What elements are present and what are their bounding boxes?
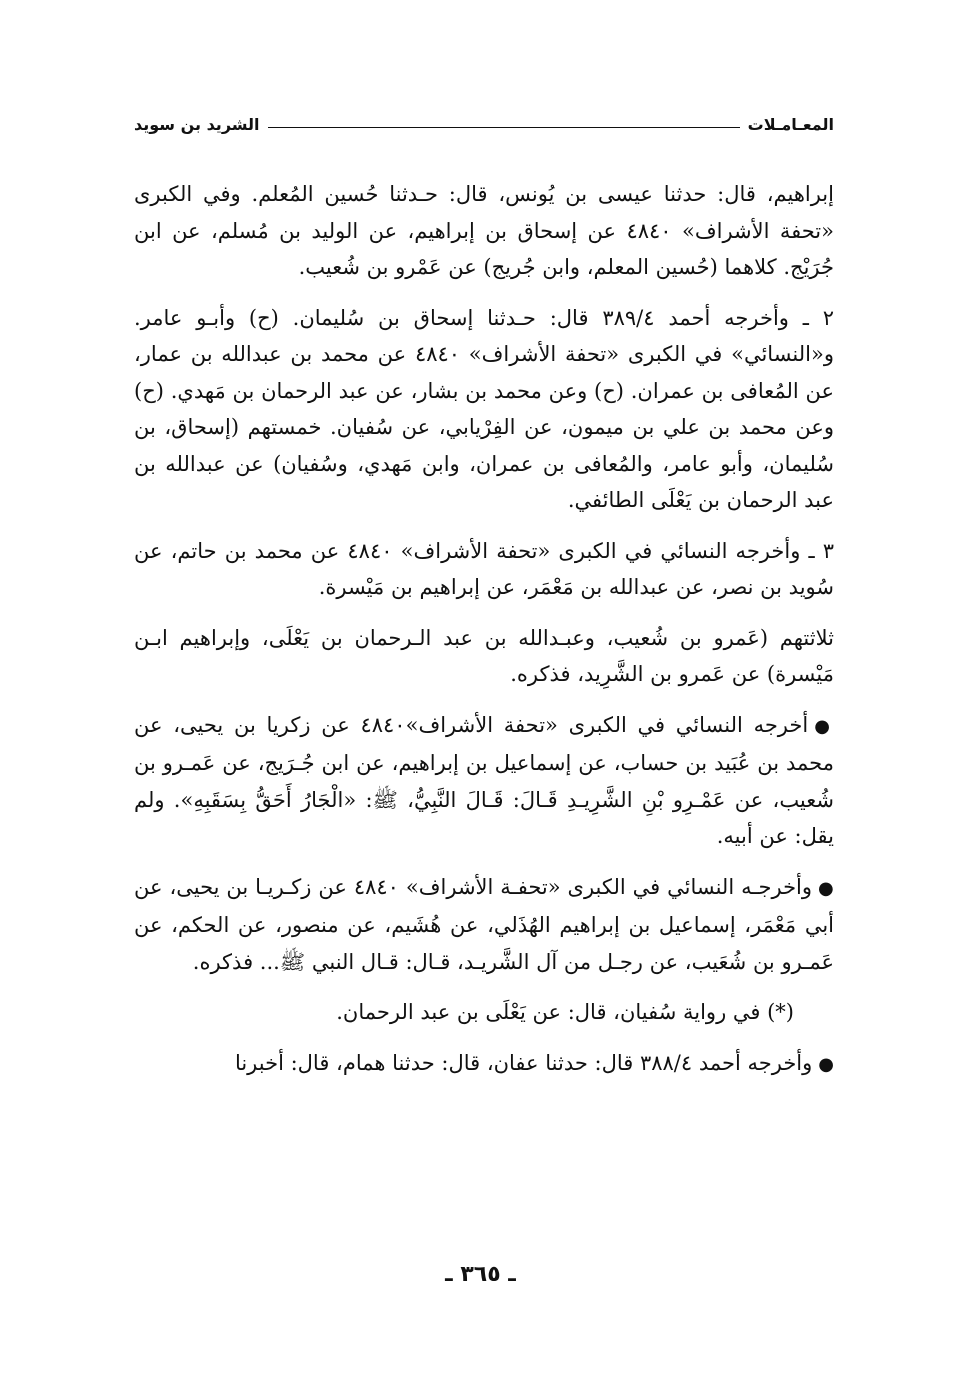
header-rule xyxy=(268,127,740,128)
bullet-icon: ● xyxy=(814,715,834,737)
bullet-icon: ● xyxy=(818,1053,834,1075)
paragraph-5-text: أخرجه النسائي في الكبرى «تحفة الأشراف»٤٨٤٠ عن زكريا بن يحيى، عن محمد بن عُبَيد بن حساب، عن إسماعيل بن إبراهيم، عن ابن جُـرَيج، عن عَمـرو بن شُعيب، عن عَمْـرِو بْنِ الشَّرِيـدِ قَـالَ: قَـالَ النَّبِيُّ، ﷺ: «الْجَارُ أَحَقُّ بِسَقَبِهِ». ولم يقل: عن أبيه. xyxy=(134,712,834,848)
paragraph-8-text: وأخرجه أحمد ٣٨٨/٤ قال: حدثنا عفان، قال: حدثنا همام، قال: أخبرنا xyxy=(234,1050,813,1075)
paragraph-6 xyxy=(134,869,834,981)
paragraph-5 xyxy=(134,707,834,855)
page-number: ـ ٣٦٥ ـ xyxy=(445,1262,516,1287)
paragraph-2: ٢ ـ وأخرجه أحمد ٣٨٩/٤ قال: حـدثنا إسحاق بن سُليمان. (ح) وأبـو عامر. و«النسائي» في الكبرى «تحفة الأشراف» ٤٨٤٠ عن محمد بن عبدالله بن عمار، عن المُعافى بن عمران. (ح) وعن محمد بن بشار، عن عبد الرحمان بن مَهدي. (ح) وعن محمد بن علي بن ميمون، عن الفِرْيابي، عن سُفيان. خمستهم (إسحاق، بن سُليمان، وأبو عامر، والمُعافى بن عمران، وابن مَهدي، وسُفيان) عن عبدالله بن عبد الرحمان بن يَعْلَى الطائفي. xyxy=(134,305,834,512)
paragraph-1: إبراهيم، قال: حدثنا عيسى بن يُونس، قال: حـدثنا حُسين المُعلم. وفي الكبرى «تحفة الأشراف» ٤٨٤٠ عن إسحاق بن إبراهيم، عن الوليد بن مُسلم، عن ابن جُرَيْج. كلاهما (حُسين المعلم، وابن جُريج) عن عَمْرو بن شُعيب. xyxy=(134,182,834,279)
paragraph-3: ٣ ـ وأخرجه النسائي في الكبرى «تحفة الأشراف» ٤٨٤٠ عن محمد بن حاتم، عن سُويد بن نصر، عن عبدالله بن مَعْمَر، عن إبراهيم بن مَيْسرة. xyxy=(134,538,835,599)
bullet-icon: ● xyxy=(818,877,834,899)
section-title: المعـامـلات xyxy=(747,114,834,134)
paragraph-8 xyxy=(134,1045,834,1084)
running-header xyxy=(134,110,834,138)
paragraph-4: ثلاثتهم (عَمرو بن شُعيب، وعبـدالله بن عبد الـرحمان بن يَعْلَى، وإبراهيم ابـن مَيْسرة) عن عَمرو بن الشَّرِيد، فذكره. xyxy=(134,625,834,686)
footnote: (*) في رواية سُفيان، قال: عن يَعْلَى بن عبد الرحمان. xyxy=(336,1000,794,1024)
chapter-title: الشريد بن سويد xyxy=(134,114,260,134)
body-text xyxy=(134,176,834,1097)
paragraph-6-text: وأخرجـه النسائي في الكبرى «تحفـة الأشراف» ٤٨٤٠ عن زكـريـا بن يحيى، عن أبي مَعْمَر، إسماعيل بن إبراهيم الهُذَلي، عن هُشَيم، عن منصور، عن الحكم، عن عَمـرو بن شُعَيب، عن رجـل من آل الشَّريـد، قـال: قـال النبي ﷺ... فذكره. xyxy=(134,874,834,974)
